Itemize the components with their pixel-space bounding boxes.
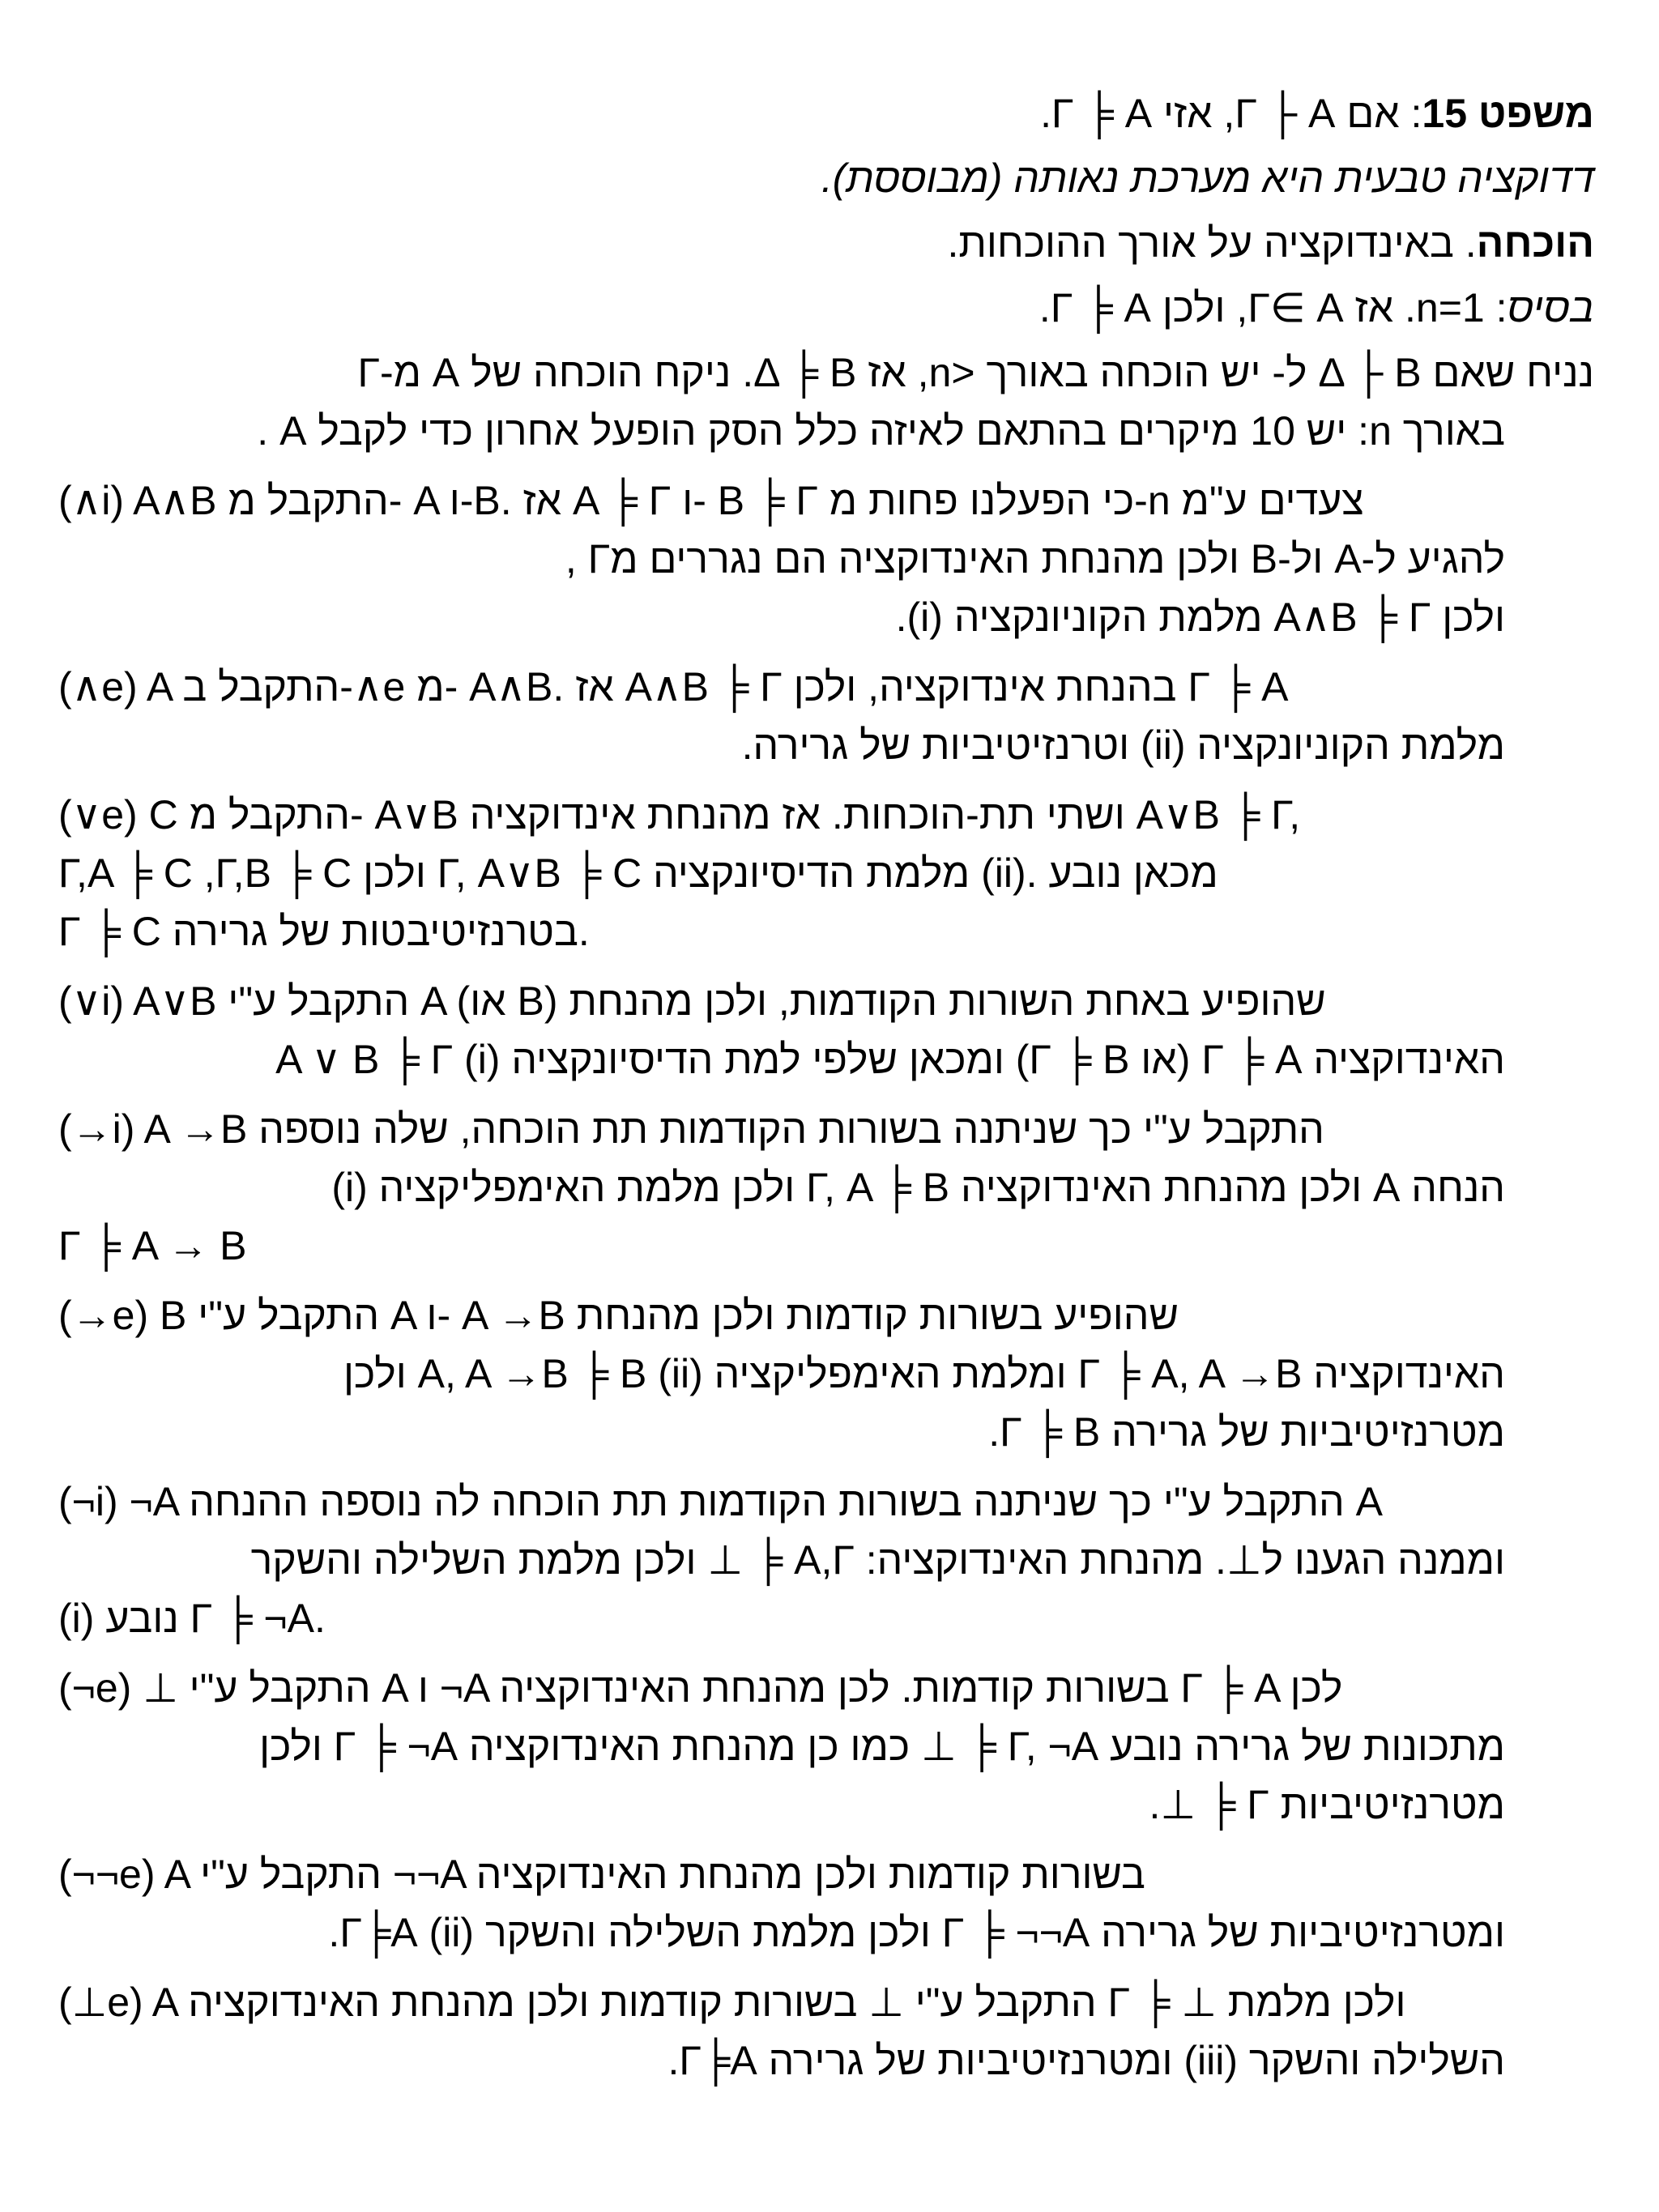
induction-line-2: באורך n: יש 10 מיקרים בהתאם לאיזה כלל הסק הופעל אחרון כדי לקבל A . [257,408,1505,454]
proof-case [58,786,1594,961]
proof-case [58,471,1594,646]
proof-cases [58,471,1594,2090]
proof-case [58,1100,1594,1275]
theorem-label: משפט 15 [1422,91,1594,136]
case-first-line: (⊥e) A התקבל ע"י ⊥ בשורות קודמות ולכן מהנחת האינדוקציה Γ ╞ ⊥ ולכן מלמת [58,1980,1406,2025]
case-first-line: (∨i) A∨B התקבל ע"י A (או B) שהופיע באחת השורות הקודמות, ולכן מהנחת [58,978,1326,1024]
proof-label: הוכחה [1476,220,1594,266]
proof-case [58,1286,1594,1461]
base-line [58,279,1594,337]
case-first-line: (∨e) C התקבל מ- A∨B ושתי תת-הוכחות. אז מהנחת אינדוקציה A∨B ╞ Γ, [58,792,1301,837]
proof-case [58,1845,1594,1962]
base-label: בסיס [1507,285,1594,330]
case-first-line: (∧i) A∧B התקבל מ- A ו-B. אז A ╞ Γ ו- B ╞ Γ כי הפעלנו פחות מ-n צעדים ע"מ [58,478,1364,523]
proof-case [58,1473,1594,1647]
case-continuation-line: הנחה A ולכן מהנחת האינדוקציה Γ, A ╞ B ולכן מלמת האימפליקציה (i) [331,1165,1505,1210]
case-continuation-line: (i) נובע Γ ╞ ¬A. [58,1596,326,1641]
case-continuation-line: מתכונות של גרירה נובע Γ, ¬A ╞ ⊥ כמו כן מהנחת האינדוקציה Γ ╞ ¬A ולכן [259,1724,1505,1769]
case-continuation-line: מטרנזיטיביות של גרירה Γ ╞ B. [988,1409,1505,1455]
proof-case [58,972,1594,1089]
theorem-line [58,84,1594,143]
case-continuation-line: Γ ╞ C בטרנזיטיבטות של גרירה. [58,909,590,954]
proof-case [58,658,1594,774]
case-first-line: (∧e) A התקבל ב-∧e מ- A∧B. אז A∧B ╞ Γ בהנחת אינדוקציה, ולכן Γ ╞ A [58,664,1289,710]
case-continuation-line: מטרנזיטיביות Γ ╞ ⊥. [1149,1782,1505,1827]
case-continuation-line: להגיע ל-A ול-B ולכן מהנחת האינדוקציה הם נגררים מΓ , [565,536,1505,582]
subtitle: דדוקציה טבעית היא מערכת נאותה (מבוססת). [821,156,1594,201]
theorem-statement: : אם Γ ├ A, אזי Γ ╞ A. [1040,91,1422,136]
proof-text: . באינדוקציה על אורך ההוכחות. [947,220,1477,266]
case-continuation-line: האינדוקציה Γ ╞ A (או Γ ╞ B) ומכאן שלפי למת הדיסיונקציה (i) A ∨ B ╞ Γ [275,1037,1505,1082]
induction-line-1: נניח שאם Δ ├ B ל- יש הוכחה באורך <n, אז Δ ╞ B. ניקח הוכחה של A מ-Γ [357,350,1594,395]
base-text: : n=1. אז Γ∈ A, ולכן Γ ╞ A. [1038,285,1508,330]
case-continuation-line: Γ ╞ A → B [58,1223,247,1268]
case-first-line: (→e) B התקבל ע"י A ו- A →B שהופיע בשורות קודמות ולכן מהנחת [58,1293,1179,1338]
case-continuation-line: Γ,A ╞ C ,Γ,B ╞ C ולכן Γ, A∨B ╞ C מלמת הדיסיונקציה (ii). מכאן נובע [58,850,1218,896]
case-continuation-line: השלילה והשקר (iii) ומטרנזיטיביות של גרירה Γ╞A. [667,2038,1505,2083]
case-first-line: (¬i) ¬A התקבל ע"י כך שניתנה בשורות הקודמות תת הוכחה לה נוספה ההנחה A [58,1479,1383,1524]
case-first-line: (¬¬e) A התקבל ע"י ¬¬A בשורות קודמות ולכן מהנחת האינדוקציה [58,1852,1145,1897]
case-continuation-line: מלמת הקוניונקציה (ii) וטרנזיטיביות של גרירה. [741,722,1505,768]
case-first-line: (→i) A →B התקבל ע"י כך שניתנה בשורות הקודמות תת הוכחה, שלה נוספה [58,1106,1324,1152]
case-continuation-line: וממנה הגענו ל⊥. מהנחת האינדוקציה: A,Γ ╞ ⊥ ולכן מלמת השלילה והשקר [250,1537,1505,1583]
case-continuation-line: ולכן A∧B ╞ Γ מלמת הקוניונקציה (i). [895,595,1505,640]
case-first-line: (¬e) ⊥ התקבל ע"י A ו ¬A בשורות קודמות. לכן מהנחת האינדוקציה Γ ╞ A לכן [58,1665,1343,1711]
proof-case [58,1973,1594,2090]
proof-case [58,1659,1594,1834]
case-continuation-line: ומטרנזיטיביות של גרירה Γ ╞ ¬¬A ולכן מלמת השלילה והשקר (ii) Γ╞A. [328,1910,1505,1955]
proof-line [58,214,1594,272]
case-continuation-line: האינדוקציה Γ ╞ A, A →B ומלמת האימפליקציה (ii) A, A →B ╞ B ולכן [343,1351,1505,1396]
